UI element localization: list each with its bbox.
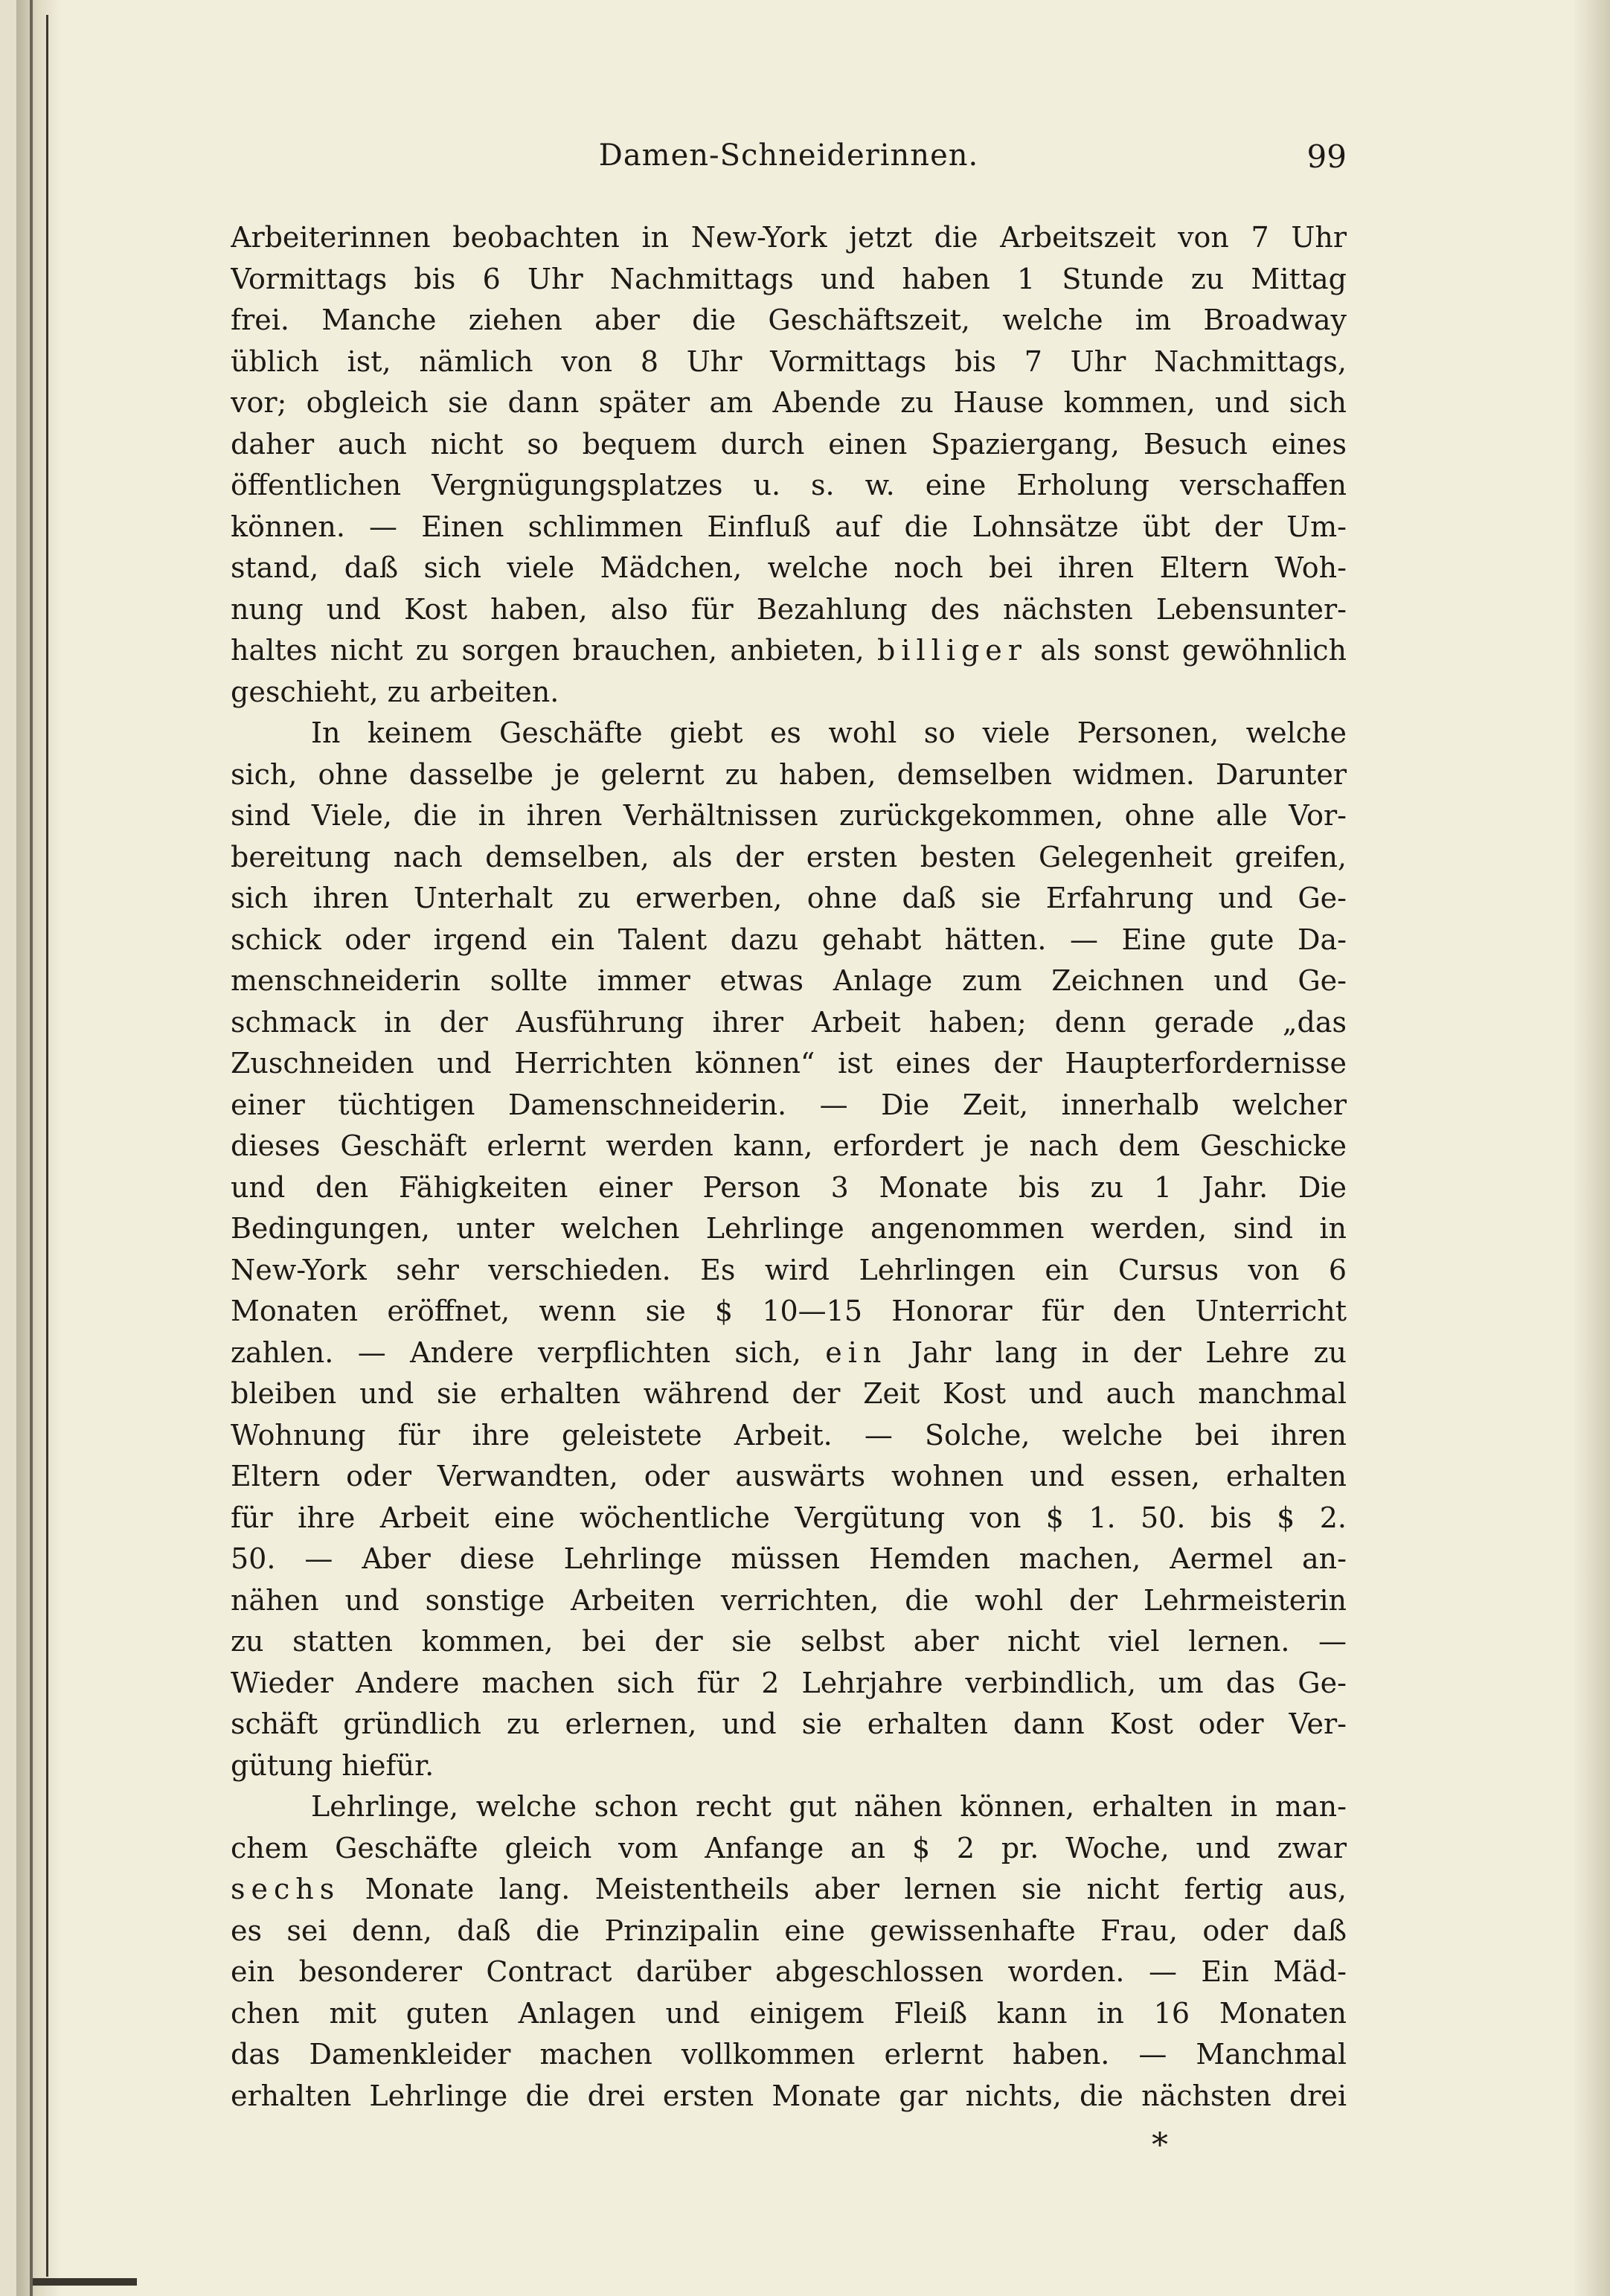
text-line: und den Fähigkeiten einer Person 3 Monate bis zu 1 Jahr. Die — [231, 1170, 1347, 1204]
text-line: Bedingungen, unter welchen Lehrlinge angenommen werden, sind in — [231, 1212, 1347, 1245]
text-line — [231, 1333, 1347, 1374]
text-line: ein besonderer Contract darüber abgeschlossen worden. — Ein Mäd- — [231, 1955, 1347, 1988]
text-line: das Damenkleider machen vollkommen erlernt haben. — Manchmal — [231, 2038, 1347, 2071]
signature-mark: * — [1152, 2126, 1168, 2164]
text-segment: als sonst gewöhnlich — [1040, 634, 1347, 667]
page-edge-shadow — [1573, 0, 1610, 2296]
text-line: Lehrlinge, welche schon recht gut nähen können, erhalten in man- — [311, 1790, 1347, 1823]
text-line: menschneiderin sollte immer etwas Anlage zum Zeichnen und Ge- — [231, 964, 1347, 997]
text-line: es sei denn, daß die Prinzipalin eine gewissenhafte Frau, oder daß — [231, 1914, 1347, 1947]
page-number: 99 — [1306, 138, 1347, 175]
text-line: Wohnung für ihre geleistete Arbeit. — Solche, welche bei ihren — [231, 1418, 1347, 1452]
text-line: einer tüchtigen Damenschneiderin. — Die Zeit, innerhalb welcher — [231, 1088, 1347, 1121]
text-line: stand, daß sich viele Mädchen, welche noch bei ihren Eltern Woh- — [231, 551, 1347, 584]
text-line: nähen und sonstige Arbeiten verrichten, die wohl der Lehrmeisterin — [231, 1583, 1347, 1617]
text-line: sich ihren Unterhalt zu erwerben, ohne daß sie Erfahrung und Ge- — [231, 882, 1347, 914]
text-segment: Jahr lang in der Lehre zu — [911, 1335, 1347, 1369]
text-line: schmack in der Ausführung ihrer Arbeit haben; denn gerade „das — [231, 1005, 1347, 1039]
paragraph-1 — [231, 217, 1347, 713]
text-line: für ihre Arbeit eine wöchentliche Vergütung von $ 1. 50. bis $ 2. — [231, 1501, 1347, 1534]
text-line: schäft gründlich zu erlernen, und sie erhalten dann Kost oder Ver- — [231, 1707, 1347, 1740]
running-title: Damen-Schneiderinnen. — [598, 138, 979, 173]
emphasized-word: sechs — [231, 1873, 341, 1905]
paragraph-3 — [231, 1786, 1347, 2117]
text-line: daher auch nicht so bequem durch einen Spaziergang, Besuch eines — [231, 427, 1347, 461]
body-text — [231, 217, 1347, 2117]
text-line: zu statten kommen, bei der sie selbst aber nicht viel lernen. — — [231, 1625, 1347, 1658]
text-line: geschieht, zu arbeiten. — [231, 675, 559, 708]
text-line: erhalten Lehrlinge die drei ersten Monate gar nichts, die nächsten drei — [231, 2079, 1347, 2112]
text-line: öffentlichen Vergnügungsplatzes u. s. w. eine Erholung verschaffen — [231, 469, 1347, 501]
text-line: Vormittags bis 6 Uhr Nachmittags und haben 1 Stunde zu Mittag — [231, 262, 1347, 295]
text-line: können. — Einen schlimmen Einfluß auf die Lohnsätze übt der Um- — [231, 510, 1347, 543]
text-line: vor; obgleich sie dann später am Abende zu Hause kommen, und sich — [231, 386, 1347, 419]
gutter-shadow — [16, 0, 61, 2296]
text-segment: haltes nicht zu sorgen brauchen, anbieten, — [231, 634, 865, 667]
emphasized-word: billiger — [877, 634, 1027, 667]
text-line: gütung hiefür. — [231, 1748, 434, 1782]
page-header — [231, 138, 1347, 183]
text-line: chem Geschäfte gleich vom Anfange an $ 2 pr. Woche, und zwar — [231, 1831, 1347, 1864]
text-segment: zahlen. — Andere verpflichten sich, — [231, 1335, 801, 1369]
text-line: sich, ohne dasselbe je gelernt zu haben, demselben widmen. Darunter — [231, 757, 1347, 791]
binding-edge — [30, 0, 33, 2296]
text-line: schick oder irgend ein Talent dazu gehabt hätten. — Eine gute Da- — [231, 923, 1347, 956]
text-line: üblich ist, nämlich von 8 Uhr Vormittags bis 7 Uhr Nachmittags, — [231, 344, 1347, 378]
text-line: frei. Manche ziehen aber die Geschäftszeit, welche im Broadway — [231, 304, 1347, 336]
text-line: 50. — Aber diese Lehrlinge müssen Hemden machen, Aermel an- — [231, 1542, 1347, 1575]
text-line: bereitung nach demselben, als der ersten besten Gelegenheit greifen, — [231, 840, 1347, 873]
text-line: Eltern oder Verwandten, oder auswärts wohnen und essen, erhalten — [231, 1460, 1347, 1492]
text-line: dieses Geschäft erlernt werden kann, erfordert je nach dem Geschicke — [231, 1129, 1347, 1162]
text-line: bleiben und sie erhalten während der Zeit Kost und auch manchmal — [231, 1377, 1347, 1410]
text-line: Wieder Andere machen sich für 2 Lehrjahre verbindlich, um das Ge- — [231, 1666, 1347, 1699]
text-segment: Monate lang. Meistentheils aber lernen sie nicht fertig aus, — [365, 1873, 1347, 1905]
emphasized-word: ein — [825, 1335, 888, 1369]
text-line: nung und Kost haben, also für Bezahlung des nächsten Lebensunter- — [231, 592, 1347, 626]
text-line: In keinem Geschäfte giebt es wohl so viele Personen, welche — [311, 716, 1347, 749]
scan-artifact-mark — [33, 2278, 137, 2286]
text-line — [231, 1869, 1347, 1911]
page-edge-line — [46, 15, 48, 2277]
text-line: Zuschneiden und Herrichten können“ ist eines der Haupterfordernisse — [231, 1047, 1347, 1080]
text-line: Arbeiterinnen beobachten in New-York jetzt die Arbeitszeit von 7 Uhr — [231, 221, 1347, 254]
text-line: Monaten eröffnet, wenn sie $ 10—15 Honorar für den Unterricht — [231, 1295, 1347, 1327]
text-line: New-York sehr verschieden. Es wird Lehrlingen ein Cursus von 6 — [231, 1253, 1347, 1286]
text-line — [231, 630, 1347, 672]
text-line: chen mit guten Anlagen und einigem Fleiß kann in 16 Monaten — [231, 1996, 1347, 2030]
paragraph-2 — [231, 713, 1347, 1786]
text-line: sind Viele, die in ihren Verhältnissen zurückgekommen, ohne alle Vor- — [231, 799, 1347, 832]
